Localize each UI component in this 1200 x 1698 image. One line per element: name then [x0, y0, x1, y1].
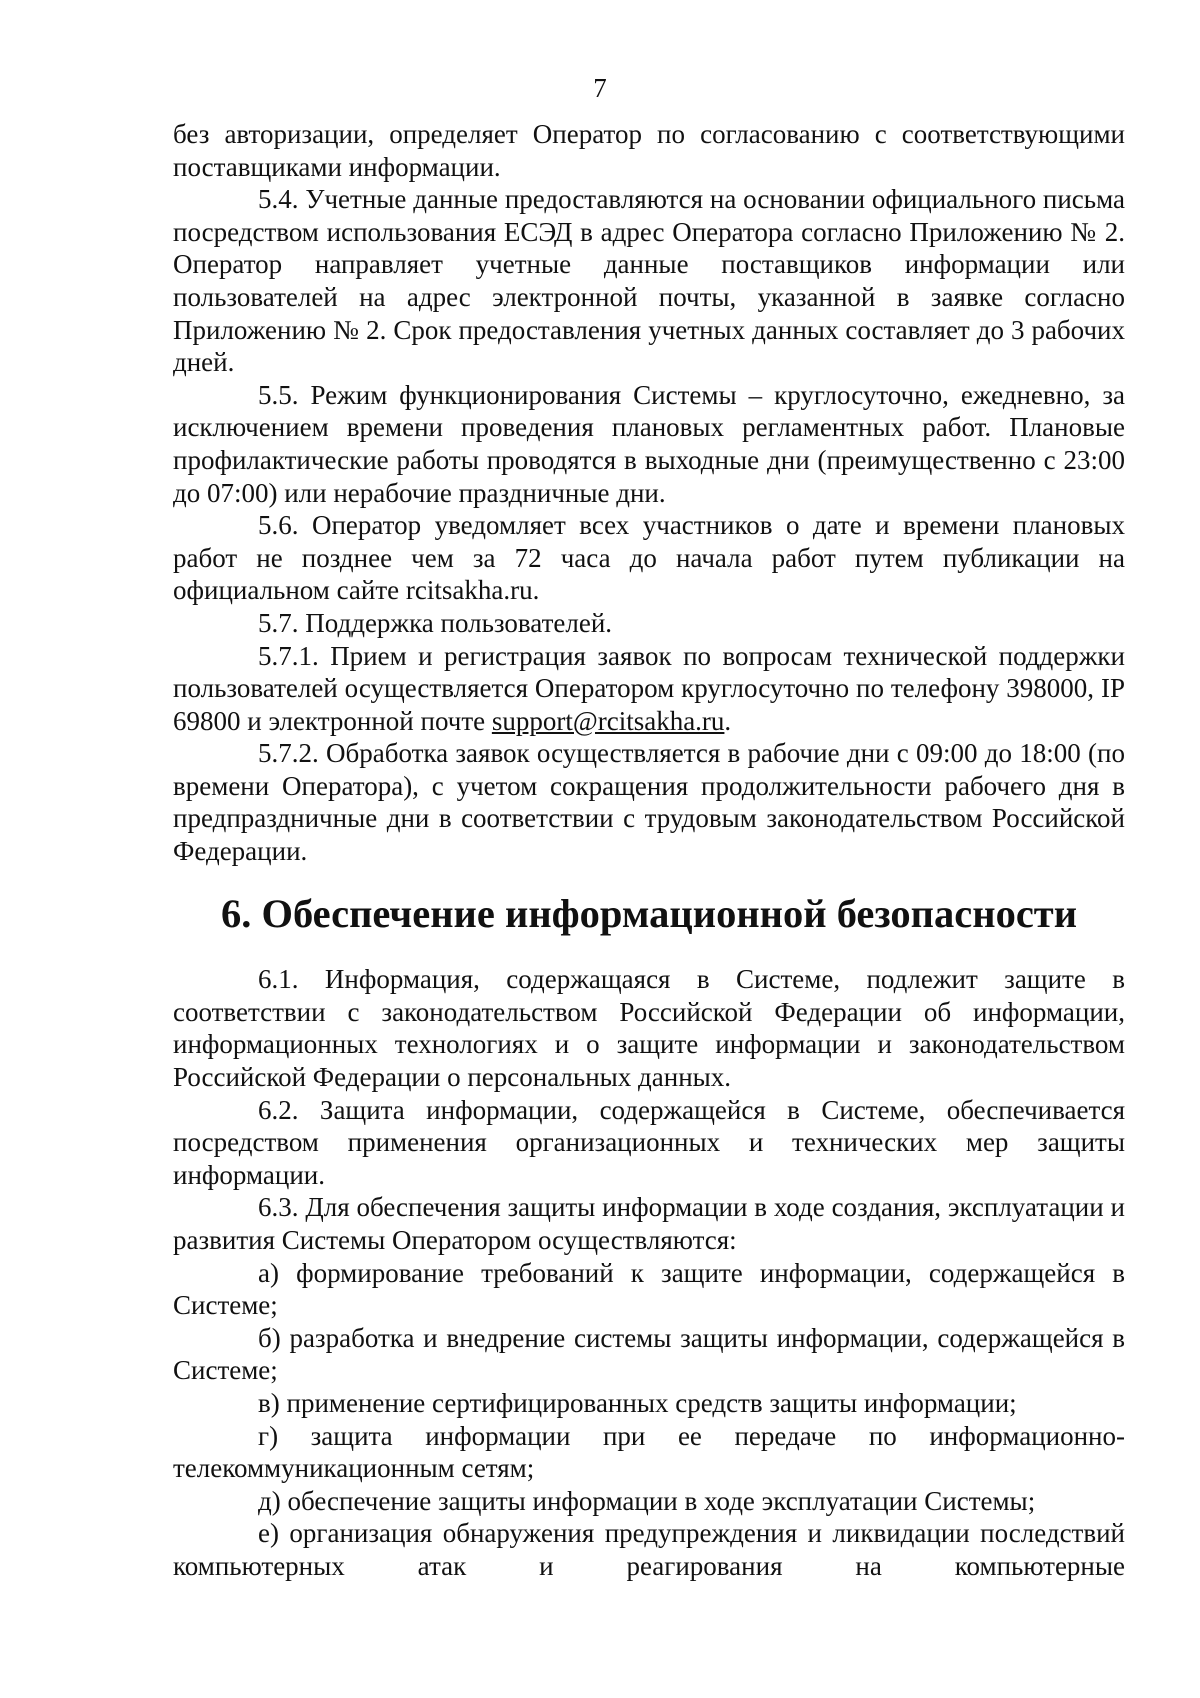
paragraph-5-7: 5.7. Поддержка пользователей. — [258, 607, 613, 638]
list-item-e: е) организация обнаружения предупреждения и ликвидации последствий компьютерных атак и реагирования на компьютерные — [173, 1518, 1125, 1581]
paragraph-5-7-1 — [173, 640, 1125, 738]
paragraph-5-7-1-end: . — [724, 705, 732, 736]
paragraph-5-5: 5.5. Режим функционирования Системы – круглосуточно, ежедневно, за исключением времени проведения плановых регламентных работ. Плановые профилактические работы проводятся в выходные дни (преимущественно с 23:00 до 07:00) или нерабочие праздничные дни. — [173, 379, 1125, 508]
paragraph-5-7-2: 5.7.2. Обработка заявок осуществляется в рабочие дни с 09:00 до 18:00 (по времени Оператора), с учетом сокращения продолжительности рабочего дня в предпраздничные дни в соответствии с трудовым законодательством Российской Федерации. — [173, 738, 1125, 867]
paragraph-5-7-1-text: 5.7.1. Прием и регистрация заявок по вопросам технической поддержки пользователей осуществляется Оператором круглосуточно по телефону 398000, IP 69800 и электронной почте — [173, 640, 1125, 736]
paragraph-5-4: 5.4. Учетные данные предоставляются на основании официального письма посредством использования ЕСЭД в адрес Оператора согласно Приложению № 2. Оператор направляет учетные данные поставщиков информации или пользователей на адрес электронной почты, указанной в заявке согласно Приложению № 2. Срок предоставления учетных данных составляет до 3 рабочих дней. — [173, 184, 1125, 378]
support-email-link[interactable]: support@rcitsakha.ru — [491, 705, 725, 736]
document-body — [173, 118, 1125, 1583]
paragraph-6-2: 6.2. Защита информации, содержащейся в Системе, обеспечивается посредством применения организационных и технических мер защиты информации. — [173, 1094, 1125, 1190]
paragraph-6-1: 6.1. Информация, содержащаяся в Системе, подлежит защите в соответствии с законодательством Российской Федерации об информации, информационных технологиях и о защите информации и законодательством Российской Федерации о персональных данных. — [173, 964, 1125, 1093]
list-item-g: г) защита информации при ее передаче по информационно-телекоммуникационным сетям; — [173, 1420, 1125, 1484]
list-item-b: б) разработка и внедрение системы защиты информации, содержащейся в Системе; — [173, 1322, 1125, 1386]
list-item-d: д) обеспечение защиты информации в ходе эксплуатации Системы; — [258, 1485, 1036, 1516]
page-number: 7 — [593, 73, 607, 103]
paragraph-5-6: 5.6. Оператор уведомляет всех участников о дате и времени плановых работ не позднее чем за 72 часа до начала работ путем публикации на официальном сайте rcitsakha.ru. — [173, 510, 1125, 606]
paragraph-6-3: 6.3. Для обеспечения защиты информации в ходе создания, эксплуатации и развития Системы Оператором осуществляются: — [173, 1192, 1125, 1255]
paragraph-continuation: без авторизации, определяет Оператор по согласованию с соответствующими поставщиками информации. — [173, 119, 1125, 182]
section-heading: 6. Обеспечение информационной безопасности — [220, 890, 1078, 936]
list-item-a: а) формирование требований к защите информации, содержащейся в Системе; — [173, 1257, 1125, 1321]
list-item-v: в) применение сертифицированных средств защиты информации; — [258, 1387, 1017, 1418]
